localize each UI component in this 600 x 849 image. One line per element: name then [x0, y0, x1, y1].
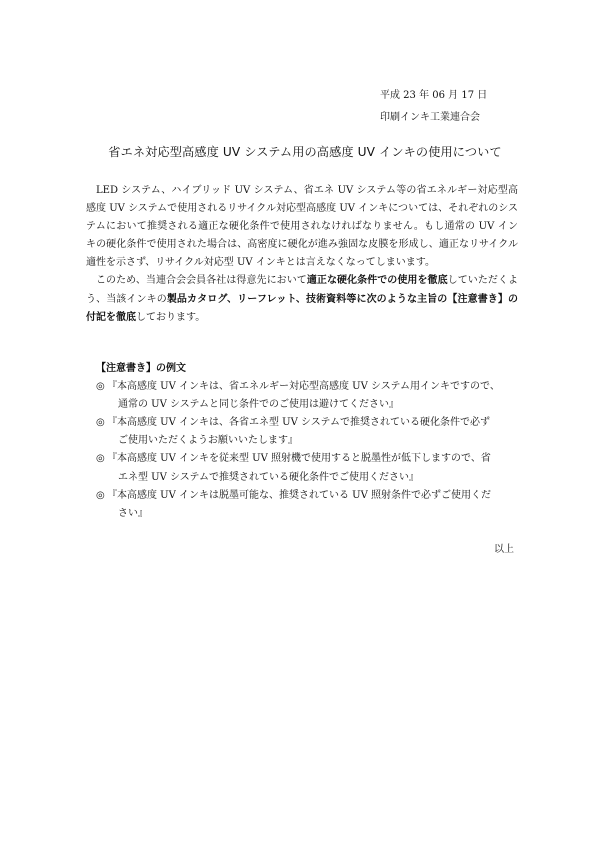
document-header [380, 85, 530, 129]
example-item [96, 414, 526, 450]
document-title: 省エネ対応型高感度 UV システム用の高感度 UV インキの使用について [108, 145, 502, 159]
example-item-line: 『本高感度 UV インキは脱墨可能な、推奨されている UV 照射条件で必ずご使用くだ [107, 489, 492, 501]
document-date: 平成 23 年 06 月 17 日 [380, 90, 488, 101]
issuing-organization: 印刷インキ工業連合会 [380, 112, 480, 123]
double-circle-mark: ◎ [96, 489, 105, 501]
paragraph-2 [86, 272, 518, 326]
example-item-text [107, 378, 526, 414]
double-circle-mark: ◎ [96, 453, 105, 465]
example-item-line: ご使用いただくようお願いいたします』 [118, 435, 298, 447]
example-item [96, 378, 526, 414]
closing-remark: 以上 [494, 544, 514, 555]
example-item-line: 『本高感度 UV インキは、省エネルギー対応型高感度 UV システム用インキですので、 [107, 381, 500, 393]
example-item-line: 『本高感度 UV インキを従来型 UV 照射機で使用すると脱墨性が低下しますので、省 [107, 453, 491, 465]
paragraph-2-part-2: していただくよう、当該インキの [86, 275, 519, 305]
example-item-line: さい』 [118, 507, 148, 519]
paragraph-2-part-1: このため、当連合会会員各社は得意先において [96, 275, 307, 287]
example-section [86, 360, 526, 523]
paragraph-2-bold-2: 製品カタログ、リーフレット、技術資料等に次のような主旨の【注意書き】の付記を徹底 [86, 293, 519, 323]
example-item-text [107, 450, 526, 486]
document-body [86, 182, 518, 337]
paragraph-2-part-3: しております。 [136, 311, 206, 323]
example-heading: 【注意書き】の例文 [96, 363, 186, 374]
example-item-text [107, 414, 526, 450]
double-circle-mark: ◎ [96, 417, 105, 429]
example-item-line: エネ型 UV システムで推奨されている硬化条件でご使用ください』 [118, 471, 420, 483]
paragraph-1: LED システム、ハイブリッド UV システム、省エネ UV システム等の省エネルギー対応型高感度 UV システムで使用されるリサイクル対応型高感度 UV インキについては、それぞれのシステムにおいて推奨される適正な硬化条件で使用されなければなりません。もし通常の UV インキの硬化条件で使用された場合は、高密度に硬化が進み強固な皮膜を形成し、適正なリサイクル適性を示さず、リサイクル対応型 UV インキとは言えなくなってしまいます。 [86, 185, 518, 269]
example-item-text [107, 487, 526, 523]
example-item [96, 487, 526, 523]
example-item-line: 『本高感度 UV インキは、各省エネ型 UV システムで推奨されている硬化条件で必ず [107, 417, 491, 429]
paragraph-2-bold-1: 適正な硬化条件での使用を徹底 [306, 275, 448, 287]
example-item-line: 通常の UV システムと同じ条件でのご使用は避けてください』 [118, 399, 400, 411]
example-item [96, 450, 526, 486]
double-circle-mark: ◎ [96, 381, 105, 393]
